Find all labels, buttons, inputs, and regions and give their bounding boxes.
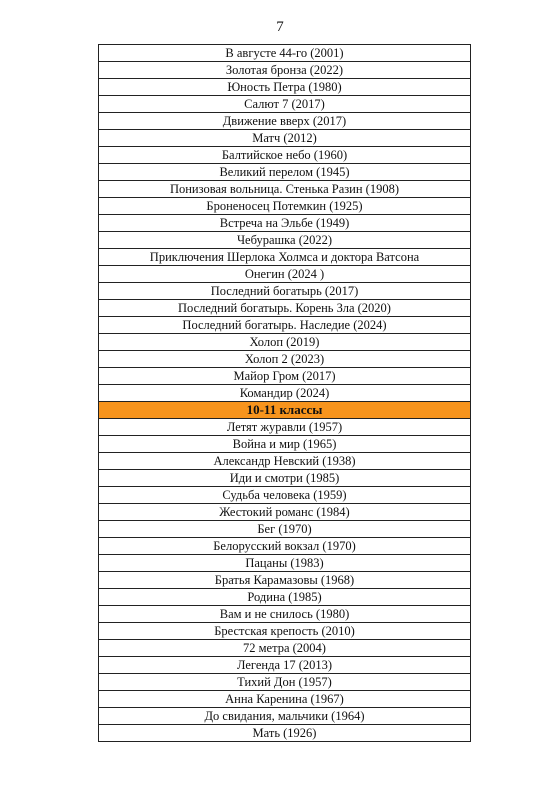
film-title: Движение вверх (2017) (99, 113, 471, 130)
table-row (99, 113, 471, 130)
film-title: Александр Невский (1938) (99, 453, 471, 470)
table-row (99, 198, 471, 215)
film-list-body (99, 45, 471, 742)
film-title: Война и мир (1965) (99, 436, 471, 453)
table-row (99, 249, 471, 266)
film-title: Бег (1970) (99, 521, 471, 538)
film-list-table (98, 44, 471, 742)
table-row (99, 130, 471, 147)
table-row (99, 164, 471, 181)
table-row (99, 708, 471, 725)
table-row (99, 657, 471, 674)
film-title: Салют 7 (2017) (99, 96, 471, 113)
film-title: Балтийское небо (1960) (99, 147, 471, 164)
film-title: Броненосец Потемкин (1925) (99, 198, 471, 215)
table-row (99, 691, 471, 708)
film-title: Летят журавли (1957) (99, 419, 471, 436)
film-title: Судьба человека (1959) (99, 487, 471, 504)
film-title: Анна Каренина (1967) (99, 691, 471, 708)
table-row (99, 521, 471, 538)
film-title: Жестокий романс (1984) (99, 504, 471, 521)
film-title: Приключения Шерлока Холмса и доктора Ватсона (99, 249, 471, 266)
film-title: Брестская крепость (2010) (99, 623, 471, 640)
film-title: Великий перелом (1945) (99, 164, 471, 181)
table-row (99, 419, 471, 436)
table-row (99, 385, 471, 402)
table-row (99, 623, 471, 640)
table-row (99, 215, 471, 232)
table-row (99, 436, 471, 453)
film-title: Белорусский вокзал (1970) (99, 538, 471, 555)
table-row (99, 470, 471, 487)
film-title: Встреча на Эльбе (1949) (99, 215, 471, 232)
table-row (99, 266, 471, 283)
film-title: Вам и не снилось (1980) (99, 606, 471, 623)
table-row (99, 368, 471, 385)
table-row (99, 674, 471, 691)
table-row (99, 79, 471, 96)
table-row (99, 283, 471, 300)
film-title: Юность Петра (1980) (99, 79, 471, 96)
film-title: Майор Гром (2017) (99, 368, 471, 385)
film-title: Мать (1926) (99, 725, 471, 742)
table-row (99, 96, 471, 113)
table-row (99, 504, 471, 521)
section-title: 10-11 классы (99, 402, 471, 419)
film-title: Понизовая вольница. Стенька Разин (1908) (99, 181, 471, 198)
section-header-row (99, 402, 471, 419)
film-title: Пацаны (1983) (99, 555, 471, 572)
table-row (99, 334, 471, 351)
film-title: Легенда 17 (2013) (99, 657, 471, 674)
table-row (99, 181, 471, 198)
film-title: Холоп 2 (2023) (99, 351, 471, 368)
film-title: Онегин (2024 ) (99, 266, 471, 283)
table-row (99, 606, 471, 623)
table-row (99, 351, 471, 368)
table-row (99, 45, 471, 62)
film-title: Чебурашка (2022) (99, 232, 471, 249)
film-title: Холоп (2019) (99, 334, 471, 351)
film-title: Последний богатырь. Корень Зла (2020) (99, 300, 471, 317)
film-title: Родина (1985) (99, 589, 471, 606)
table-row (99, 317, 471, 334)
film-title: До свидания, мальчики (1964) (99, 708, 471, 725)
film-title: Командир (2024) (99, 385, 471, 402)
film-title: Иди и смотри (1985) (99, 470, 471, 487)
film-title: 72 метра (2004) (99, 640, 471, 657)
film-title: Матч (2012) (99, 130, 471, 147)
table-row (99, 589, 471, 606)
table-row (99, 572, 471, 589)
table-row (99, 555, 471, 572)
film-title: Последний богатырь. Наследие (2024) (99, 317, 471, 334)
film-title: Братья Карамазовы (1968) (99, 572, 471, 589)
page-number: 7 (276, 19, 284, 35)
film-title: Золотая бронза (2022) (99, 62, 471, 79)
table-row (99, 300, 471, 317)
film-title: В августе 44-го (2001) (99, 45, 471, 62)
table-row (99, 538, 471, 555)
table-row (99, 62, 471, 79)
table-row (99, 453, 471, 470)
table-row (99, 725, 471, 742)
film-title: Последний богатырь (2017) (99, 283, 471, 300)
table-row (99, 232, 471, 249)
table-row (99, 147, 471, 164)
film-title: Тихий Дон (1957) (99, 674, 471, 691)
table-row (99, 487, 471, 504)
table-row (99, 640, 471, 657)
